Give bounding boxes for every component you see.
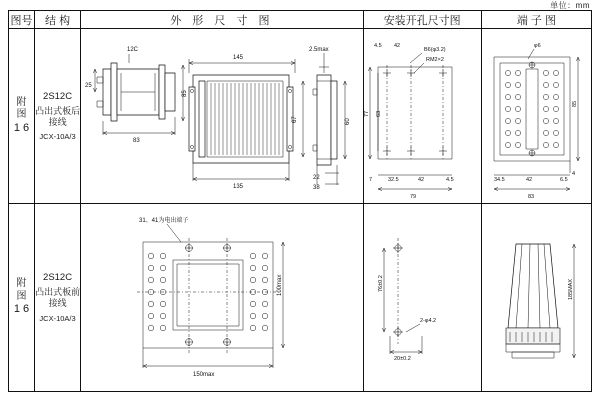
svg-text:42: 42 bbox=[525, 177, 532, 183]
svg-text:67: 67 bbox=[292, 116, 299, 123]
row2-no-line2: 图 bbox=[16, 290, 27, 302]
svg-text:63: 63 bbox=[375, 110, 382, 117]
header-terminal-diagram: 端 子 图 bbox=[481, 11, 591, 29]
svg-text:RM2×2: RM2×2 bbox=[425, 57, 444, 63]
header-drawing-no: 图号 bbox=[9, 11, 35, 29]
row2-struct-model: JCX-10A/3 bbox=[39, 313, 76, 323]
svg-text:83: 83 bbox=[133, 138, 140, 144]
svg-text:79: 79 bbox=[409, 194, 416, 200]
svg-text:2.5max: 2.5max bbox=[309, 47, 329, 53]
svg-text:6.5: 6.5 bbox=[559, 177, 568, 183]
svg-text:150max: 150max bbox=[193, 372, 215, 378]
svg-text:185MAX: 185MAX bbox=[567, 278, 574, 300]
row2-struct-code: 2S12C bbox=[43, 272, 73, 284]
svg-text:2-φ4.2: 2-φ4.2 bbox=[419, 318, 436, 324]
svg-text:76±0.2: 76±0.2 bbox=[377, 275, 384, 292]
svg-text:4.5: 4.5 bbox=[445, 177, 454, 183]
header-mounting-holes: 安装开孔尺寸图 bbox=[363, 11, 481, 29]
svg-text:77: 77 bbox=[363, 110, 370, 117]
row2-outline-drawing bbox=[81, 204, 363, 392]
row1-no-line2: 图 bbox=[16, 109, 27, 121]
row1-terminal-drawing bbox=[481, 29, 591, 204]
row2-terminal-drawing bbox=[481, 204, 591, 392]
dimension-table bbox=[8, 10, 592, 392]
table-row bbox=[9, 29, 592, 204]
svg-text:4.5: 4.5 bbox=[373, 43, 382, 49]
svg-text:38: 38 bbox=[313, 185, 320, 191]
svg-text:32.5: 32.5 bbox=[387, 177, 399, 183]
row1-no-line1: 附 bbox=[16, 96, 27, 108]
svg-text:135: 135 bbox=[233, 184, 244, 190]
row1-drawing-no bbox=[9, 29, 35, 204]
svg-text:φ6: φ6 bbox=[533, 43, 541, 49]
header-outline-dimensions: 外 形 尺 寸 图 bbox=[81, 11, 363, 29]
row2-mounting-drawing bbox=[363, 204, 481, 392]
row1-struct-text: 凸出式板后接线 bbox=[35, 105, 81, 127]
row2-drawing-no bbox=[9, 204, 35, 392]
svg-text:83: 83 bbox=[527, 194, 534, 200]
row1-mounting-drawing bbox=[363, 29, 481, 204]
row1-struct-code: 2S12C bbox=[43, 90, 73, 102]
svg-text:85: 85 bbox=[571, 100, 578, 107]
row2-struct-text: 凸出式板前接线 bbox=[35, 287, 81, 309]
row1-structure bbox=[35, 29, 81, 204]
header-structure: 结 构 bbox=[35, 11, 81, 29]
row2-no-line3: 1 6 bbox=[13, 303, 30, 316]
svg-text:B6(φ3.2): B6(φ3.2) bbox=[423, 47, 446, 53]
row2-structure bbox=[35, 204, 81, 392]
svg-text:60: 60 bbox=[345, 118, 352, 125]
svg-text:12C: 12C bbox=[127, 47, 139, 53]
unit-label: 单位：mm bbox=[550, 1, 590, 10]
svg-text:145: 145 bbox=[233, 55, 244, 61]
svg-text:85: 85 bbox=[182, 90, 189, 97]
outline-note-text: 31、41为电出端子 bbox=[139, 218, 189, 224]
svg-text:7: 7 bbox=[368, 177, 372, 183]
row1-outline-drawing bbox=[81, 29, 363, 204]
svg-text:20±0.2: 20±0.2 bbox=[393, 356, 411, 362]
svg-text:100max: 100max bbox=[277, 274, 284, 296]
svg-text:42: 42 bbox=[417, 177, 424, 183]
svg-text:25: 25 bbox=[85, 83, 92, 89]
row2-no-line1: 附 bbox=[16, 278, 27, 290]
table-row bbox=[9, 204, 592, 392]
svg-text:42: 42 bbox=[393, 43, 400, 49]
row1-struct-model: JCX-10A/3 bbox=[39, 132, 76, 141]
svg-text:34.5: 34.5 bbox=[493, 177, 505, 183]
svg-text:4: 4 bbox=[571, 171, 575, 177]
svg-text:22: 22 bbox=[313, 175, 320, 181]
table-header-row bbox=[9, 11, 592, 29]
row1-no-line3: 1 6 bbox=[13, 121, 30, 134]
